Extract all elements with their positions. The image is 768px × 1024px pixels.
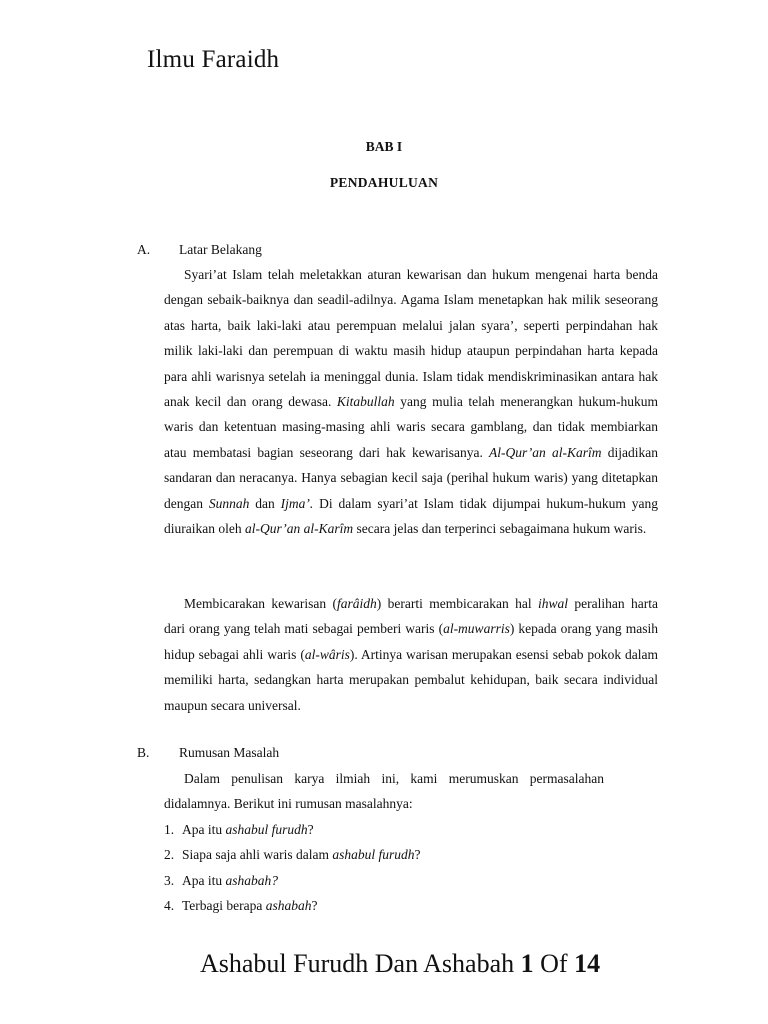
section-a-marker: A. bbox=[137, 242, 151, 257]
text-run: Apa itu bbox=[182, 872, 226, 888]
footer-title: Ashabul Furudh Dan Ashabah bbox=[200, 949, 515, 978]
list-item bbox=[164, 842, 420, 867]
paragraph-problem-intro bbox=[164, 766, 604, 817]
italic-term: ashabul furudh bbox=[225, 822, 308, 837]
italic-term: Ijma’. bbox=[280, 495, 314, 511]
document-header-title: Ilmu Faraidh bbox=[147, 46, 280, 73]
text-run: Siapa saja ahli waris dalam bbox=[182, 847, 333, 863]
chapter-number: BAB I bbox=[365, 139, 403, 154]
list-item-number: 4. bbox=[164, 898, 175, 914]
text-run: ? bbox=[311, 898, 318, 914]
italic-term: Al-Qur’an al-Karîm bbox=[489, 444, 602, 460]
question-list bbox=[164, 817, 420, 919]
list-item-number: 1. bbox=[164, 822, 175, 837]
paragraph-background-1 bbox=[164, 262, 658, 541]
text-run: Terbagi berapa bbox=[182, 898, 266, 914]
italic-term: ashabul furudh bbox=[332, 847, 415, 863]
text-run: Apa itu bbox=[182, 822, 226, 837]
page-footer bbox=[200, 949, 600, 979]
italic-term: ashabah bbox=[265, 898, 312, 914]
list-item bbox=[164, 893, 420, 918]
footer-page-total: 14 bbox=[574, 949, 601, 978]
text-run: ) kepada orang yang masih hidup sebagai ahli waris ( bbox=[164, 621, 658, 662]
chapter-title: PENDAHULUAN bbox=[329, 175, 439, 190]
section-b-title: Rumusan Masalah bbox=[179, 745, 280, 760]
text-run: dan bbox=[249, 495, 281, 511]
italic-term: al-wâris bbox=[304, 646, 350, 662]
text-run: peralihan harta dari orang yang telah mati sebagai pemberi waris ( bbox=[164, 596, 658, 637]
text-run: secara jelas dan terperinci sebagaimana hukum waris. bbox=[353, 521, 647, 537]
list-item-number: 2. bbox=[164, 847, 175, 863]
list-item bbox=[164, 868, 420, 893]
italic-term: farâidh bbox=[336, 596, 377, 611]
list-item bbox=[164, 817, 420, 842]
text-run: Dalam penulisan karya ilmiah ini, kami merumuskan permasalahan didalamnya. Berikut ini rumusan masalahnya: bbox=[164, 771, 604, 812]
italic-term: ashabah? bbox=[225, 872, 279, 888]
text-run: Syari’at Islam telah meletakkan aturan kewarisan dan hukum mengenai harta benda dengan sebaik-baiknya dan seadil-adilnya. Agama Islam menetapkan hak milik seseorang atas harta, baik laki-laki atau perempuan melalui jalan syara’, seperti perpindahan hak milik laki-laki dan perempuan di waktu masih hidup ataupun perpindahan harta kepada para ahli warisnya setelah ia meninggal dunia. Islam tidak mendiskriminasikan antara hak anak kecil dan orang dewasa. bbox=[164, 267, 658, 410]
text-run: ? bbox=[307, 822, 314, 837]
footer-of-label: Of bbox=[540, 949, 568, 978]
text-run: Di dalam syari’at Islam tidak dijumpai hukum-hukum yang diuraikan oleh bbox=[164, 495, 659, 537]
section-a-title: Latar Belakang bbox=[179, 242, 262, 257]
text-run: ? bbox=[414, 847, 421, 863]
text-run: yang mulia telah menerangkan hukum-hukum waris dan ketentuan masing-masing ahli waris secara gamblang, dan tidak membiarkan atau membatasi bagian seseorang dari hak kewarisanya. bbox=[164, 394, 658, 460]
italic-term: Kitabullah bbox=[336, 394, 395, 410]
italic-term: al-Qur’an al-Karîm bbox=[244, 521, 354, 537]
italic-term: ihwal bbox=[537, 596, 568, 611]
text-run: Membicarakan kewarisan ( bbox=[184, 596, 337, 611]
italic-term: Sunnah bbox=[208, 495, 250, 511]
italic-term: al-muwarris bbox=[443, 621, 510, 637]
paragraph-background-2 bbox=[164, 591, 658, 718]
footer-page-number: 1 bbox=[520, 949, 534, 978]
text-run: ) berarti membicarakan hal bbox=[376, 596, 538, 611]
list-item-number: 3. bbox=[164, 872, 175, 888]
section-b-marker: B. bbox=[137, 745, 150, 760]
text-run: dijadikan sandaran dan neracanya. Hanya sebagian kecil saja (perihal hukum waris) yang ditetapkan dengan bbox=[164, 444, 658, 511]
text-run: ). Artinya warisan merupakan esensi sebab pokok dalam memiliki harta, sedangkan harta merupakan pembalut kehidupan, baik secara individual maupun secara universal. bbox=[164, 646, 658, 713]
